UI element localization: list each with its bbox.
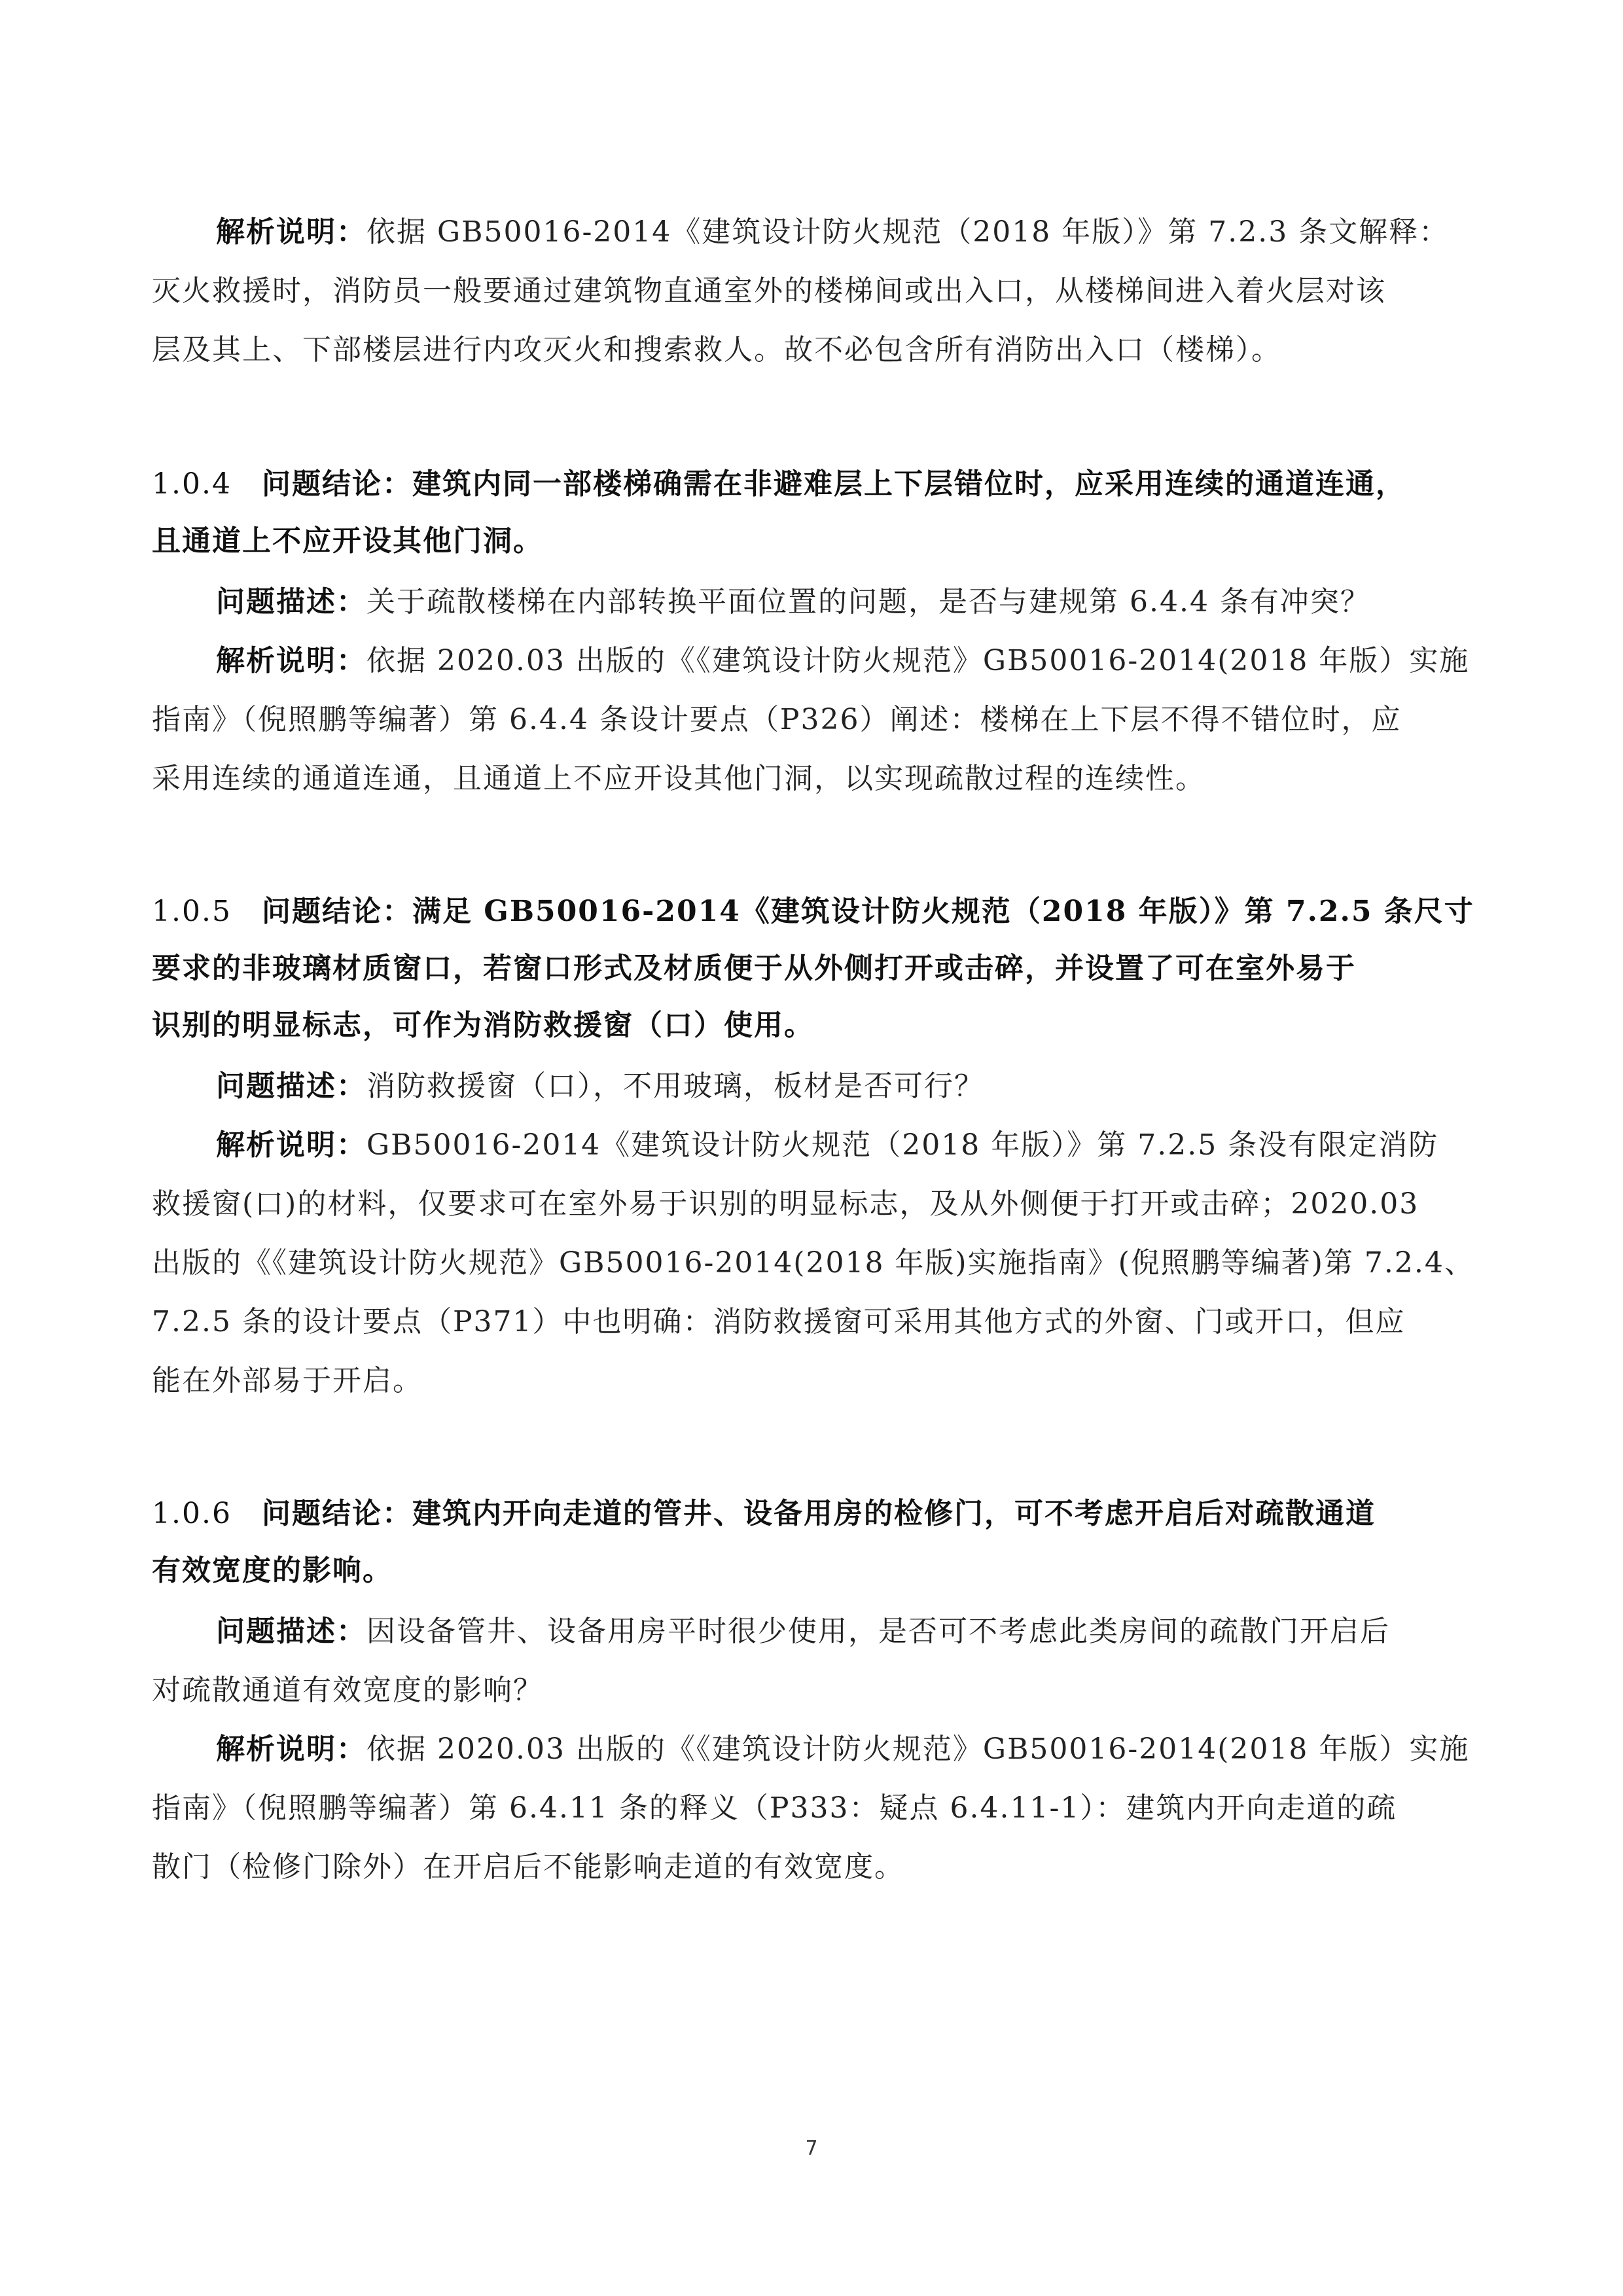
section-heading-continuation: 识别的明显标志，可作为消防救援窗（口）使用。 — [152, 1009, 814, 1042]
line-text: 依据 2020.03 出版的《《建筑设计防火规范》GB50016-2014(2018 年版）实施 — [366, 1732, 1470, 1766]
analysis-label: 解析说明： — [216, 1128, 366, 1162]
paragraph-line: 采用连续的通道连通，且通道上不应开设其他门洞，以实现疏散过程的连续性。 — [152, 762, 1205, 795]
line-text: 因设备管井、设备用房平时很少使用，是否可不考虑此类房间的疏散门开启后 — [366, 1615, 1390, 1648]
line-text: 消防救援窗（口），不用玻璃，板材是否可行？ — [366, 1069, 984, 1103]
question-paragraph-line — [216, 1612, 1492, 1651]
analysis-label: 解析说明： — [216, 215, 366, 249]
paragraph-line: 7.2.5 条的设计要点（P371）中也明确：消防救援窗可采用其他方式的外窗、门或开口，但应 — [152, 1305, 1406, 1338]
paragraph-line: 散门（检修门除外）在开启后不能影响走道的有效宽度。 — [152, 1850, 904, 1884]
question-label: 问题描述： — [216, 1069, 366, 1103]
paragraph-line: 灭火救援时，消防员一般要通过建筑物直通室外的楼梯间或出入口，从楼梯间进入着火层对该 — [152, 274, 1386, 308]
analysis-label: 解析说明： — [216, 644, 366, 677]
paragraph-line: 指南》（倪照鹏等编著）第 6.4.11 条的释义（P333：疑点 6.4.11-1）：建筑内开向走道的疏 — [152, 1791, 1397, 1825]
section-heading-continuation: 且通道上不应开设其他门洞。 — [152, 524, 543, 558]
question-label: 问题描述： — [216, 585, 366, 619]
line-text: 依据 2020.03 出版的《《建筑设计防火规范》GB50016-2014(2018 年版）实施 — [366, 644, 1470, 677]
section-heading-continuation: 有效宽度的影响。 — [152, 1554, 393, 1587]
section-number: 1.0.4 — [152, 467, 232, 501]
analysis-label: 解析说明： — [216, 1732, 366, 1766]
analysis-paragraph-line — [216, 213, 1492, 252]
question-paragraph-line — [216, 583, 1492, 622]
paragraph-line: 能在外部易于开启。 — [152, 1364, 423, 1397]
section-heading-continuation: 要求的非玻璃材质窗口，若窗口形式及材质便于从外侧打开或击碎，并设置了可在室外易于 — [152, 952, 1356, 985]
page-number: 7 — [805, 2137, 818, 2160]
analysis-paragraph-line — [216, 641, 1492, 681]
paragraph-line: 救援窗(口)的材料，仅要求可在室外易于识别的明显标志，及从外侧便于打开或击碎；2020.03 — [152, 1187, 1419, 1221]
paragraph-line: 层及其上、下部楼层进行内攻灭火和搜索救人。故不必包含所有消防出入口（楼梯）。 — [152, 333, 1281, 367]
heading-text: 问题结论：建筑内开向走道的管井、设备用房的检修门，可不考虑开启后对疏散通道 — [261, 1497, 1376, 1530]
section-heading-1-0-4 — [152, 465, 1493, 504]
section-number: 1.0.6 — [152, 1497, 232, 1530]
section-heading-1-0-6 — [152, 1494, 1493, 1534]
section-heading-1-0-5 — [152, 892, 1493, 931]
analysis-paragraph-line — [216, 1126, 1492, 1165]
heading-text: 问题结论：建筑内同一部楼梯确需在非避难层上下层错位时，应采用连续的通道连通， — [261, 467, 1406, 501]
heading-text: 问题结论：满足 GB50016-2014《建筑设计防火规范（2018 年版）》第 7.2.5 条尺寸 — [261, 895, 1474, 928]
question-paragraph-line — [216, 1067, 1492, 1106]
line-text: GB50016-2014《建筑设计防火规范（2018 年版）》第 7.2.5 条没有限定消防 — [366, 1128, 1439, 1162]
analysis-paragraph-line — [216, 1730, 1492, 1769]
section-number: 1.0.5 — [152, 895, 232, 928]
line-text: 依据 GB50016-2014《建筑设计防火规范（2018 年版）》第 7.2.3 条文解释： — [366, 215, 1450, 249]
question-label: 问题描述： — [216, 1615, 366, 1648]
line-text: 关于疏散楼梯在内部转换平面位置的问题，是否与建规第 6.4.4 条有冲突？ — [366, 585, 1370, 619]
paragraph-line: 出版的《《建筑设计防火规范》GB50016-2014(2018 年版)实施指南》(倪照鹏等编著)第 7.2.4、 — [152, 1246, 1474, 1280]
paragraph-line: 指南》（倪照鹏等编著）第 6.4.4 条设计要点（P326）阐述：楼梯在上下层不得不错位时，应 — [152, 703, 1402, 736]
paragraph-line: 对疏散通道有效宽度的影响？ — [152, 1674, 543, 1707]
